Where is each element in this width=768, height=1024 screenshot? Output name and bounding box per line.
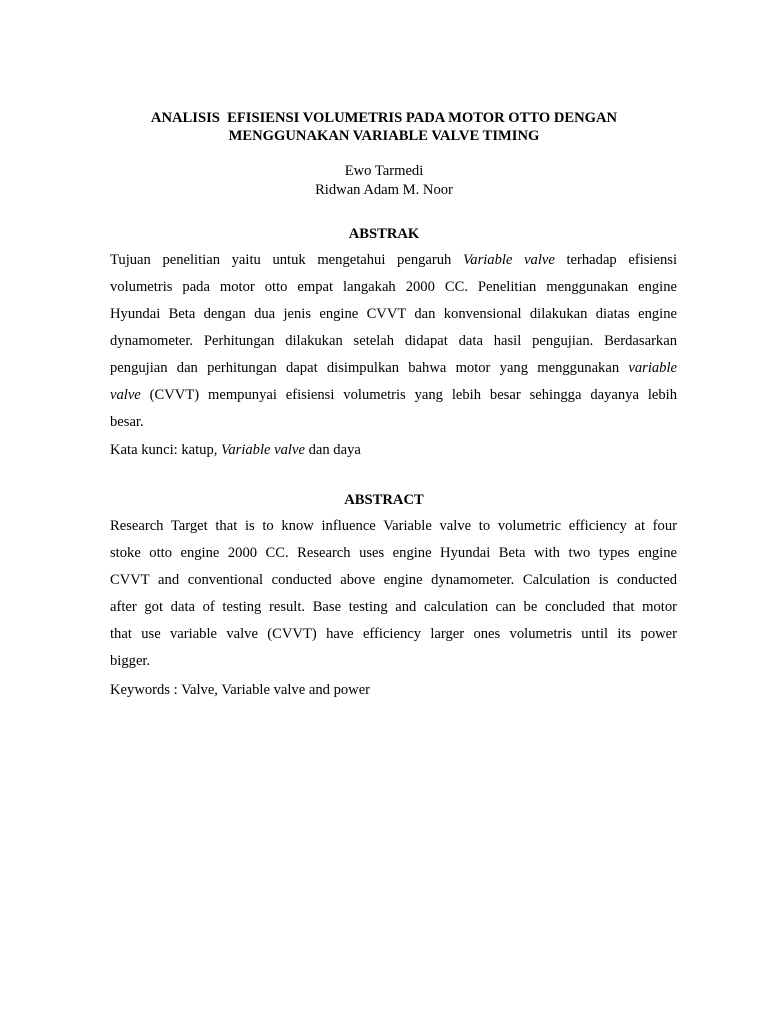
abstrak-line: pengujian dan perhitungan dapat disimpulkan bahwa motor yang menggunakan variable <box>110 360 677 376</box>
abstrak-line: Hyundai Beta dengan dua jenis engine CVVT dan konvensional dilakukan diatas engine <box>110 306 677 322</box>
abstract-line: bigger. <box>110 653 151 669</box>
title-line: ANALISIS EFISIENSI VOLUMETRIS PADA MOTOR OTTO DENGAN <box>150 110 618 126</box>
abstract-paragraph <box>110 513 677 675</box>
paper-title <box>90 109 678 145</box>
author-name: Ridwan Adam M. Noor <box>315 182 453 198</box>
abstrak-line: besar. <box>110 414 144 430</box>
abstrak-line: volumetris pada motor otto empat langakah 2000 CC. Penelitian menggunakan engine <box>110 279 677 295</box>
abstrak-line: valve (CVVT) mempunyai efisiensi volumetris yang lebih besar sehingga dayanya lebih <box>110 387 677 403</box>
abstract-heading: ABSTRACT <box>344 492 424 508</box>
abstrak-line: Tujuan penelitian yaitu untuk mengetahui pengaruh Variable valve terhadap efisiensi <box>110 252 677 268</box>
title-line: MENGGUNAKAN VARIABLE VALVE TIMING <box>228 128 540 144</box>
author-list <box>90 162 678 200</box>
abstrak-line: dynamometer. Perhitungan dilakukan setelah didapat data hasil pengujian. Berdasarkan <box>110 333 677 349</box>
abstract-line: stoke otto engine 2000 CC. Research uses engine Hyundai Beta with two types engine <box>110 545 677 561</box>
abstrak-paragraph <box>110 247 677 436</box>
abstrak-heading: ABSTRAK <box>348 226 420 242</box>
kata-kunci-line: Kata kunci: katup, Variable valve dan daya <box>110 442 361 458</box>
abstract-line: after got data of testing result. Base testing and calculation can be concluded that motor <box>110 599 677 615</box>
abstract-line: that use variable valve (CVVT) have efficiency larger ones volumetris until its power <box>110 626 677 642</box>
keywords-line: Keywords : Valve, Variable valve and power <box>110 682 371 698</box>
author-name: Ewo Tarmedi <box>344 163 424 179</box>
abstract-line: CVVT and conventional conducted above engine dynamometer. Calculation is conducted <box>110 572 677 588</box>
abstract-line: Research Target that is to know influence Variable valve to volumetric efficiency at four <box>110 518 677 534</box>
